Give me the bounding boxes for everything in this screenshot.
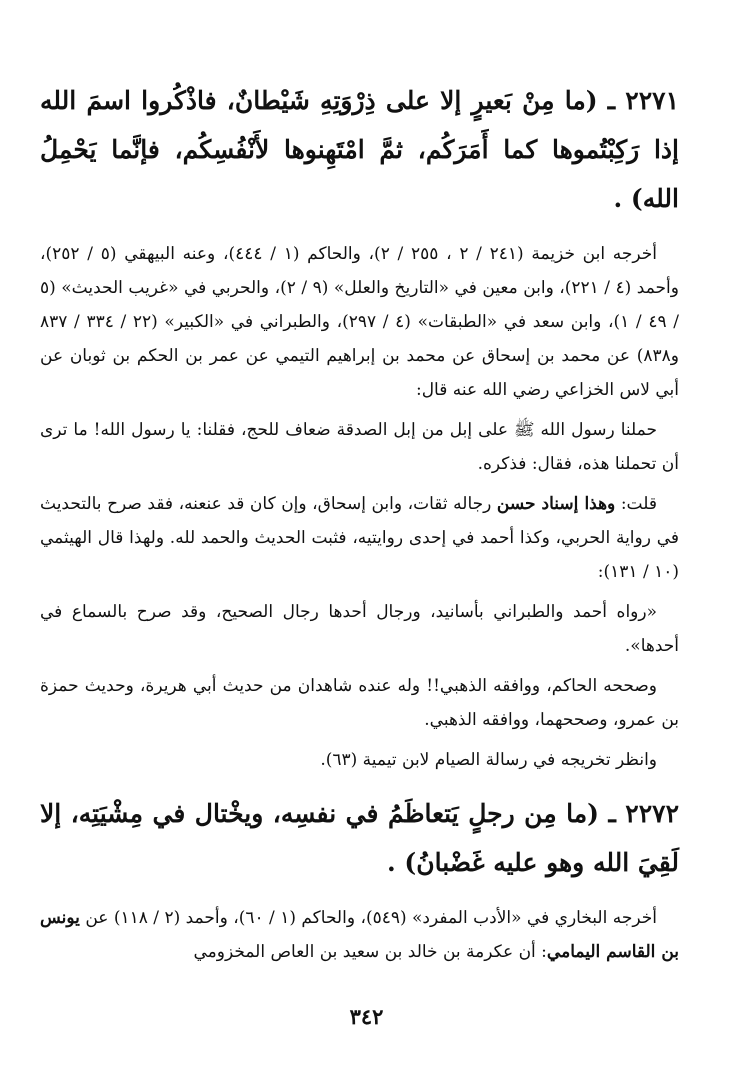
takhrij-paragraph-2272: [40, 901, 679, 969]
comment-rest: رجاله ثقات، وابن إسحاق، وإن كان قد عنعنه، فقد صرح بالتحديث في رواية الحربي، وكذا أحمد في إحدى روايتيه، فثبت الحديث والحمد لله. ولهذا قال الهيثمي (١٠ / ١٣١):: [40, 494, 679, 582]
grading-phrase: وهذا إسناد حسن: [496, 494, 616, 514]
takhrij-start: أخرجه البخاري في «الأدب المفرد» (٥٤٩)، والحاكم (١ / ٦٠)، وأحمد (٢ / ١١٨) عن: [79, 908, 657, 928]
comment-intro: قلت:: [615, 494, 657, 514]
hadith-2271-heading: ٢٢٧١ ـ (ما مِنْ بَعيرٍ إلا على ذِرْوَتِهِ شَيْطانٌ، فاذْكُروا اسمَ الله إذا رَكِبْتُموها كما أَمَرَكُم، ثمَّ امْتَهِنوها لأَنْفُسِكُم، فإنَّما يَحْمِلُ الله) .: [40, 86, 679, 213]
hadith-2272-heading: ٢٢٧٢ ـ (ما مِن رجلٍ يَتعاظَمُ في نفسِه، ويخْتال في مِشْيَتِه، إلا لَقِيَ الله وهو عليه غَضْبانُ) .: [40, 799, 679, 877]
reference-note: وانظر تخريجه في رسالة الصيام لابن تيمية (٦٣).: [320, 750, 657, 770]
page-number: ٣٤٢: [349, 1004, 384, 1029]
takhrij-paragraph-2271: أخرجه ابن خزيمة (٢٤١ / ٢ ، ٢٥٥ / ٢)، والحاكم (١ / ٤٤٤)، وعنه البيهقي (٥ / ٢٥٢)، وأحمد (٤ / ٢٢١)، وابن معين في «التاريخ والعلل» (٩ / ٢)، والحربي في «غريب الحديث» (٥ / ٤٩ / ١)، وابن سعد في «الطبقات» (٤ / ٢٩٧)، والطبراني في «الكبير» (٢٢ / ٣٣٤ / ٨٣٧ و٨٣٨) عن محمد بن إسحاق عن محمد بن إبراهيم التيمي عن عمر بن الحكم بن ثوبان عن أبي لاس الخزاعي رضي الله عنه قال:: [40, 244, 679, 400]
narration-text: حملنا رسول الله ﷺ على إبل من إبل الصدقة ضعاف للحج، فقلنا: يا رسول الله! ما ترى أن تحملنا هذه، فقال: فذكره.: [40, 420, 679, 474]
narrator-name: يونس بن القاسم اليمامي: [40, 908, 679, 962]
haythami-quote: «رواه أحمد والطبراني بأسانيد، ورجال أحدها رجال الصحيح، وقد صرح بالسماع في أحدها».: [40, 602, 679, 656]
hakim-note: وصححه الحاكم، ووافقه الذهبي!! وله عنده شاهدان من حديث أبي هريرة، وحديث حمزة بن عمرو، وصححهما، ووافقه الذهبي.: [40, 676, 679, 730]
takhrij-continuation: : أن عكرمة بن خالد بن سعيد بن العاص المخزومي: [193, 942, 547, 962]
author-comment: [40, 487, 679, 589]
